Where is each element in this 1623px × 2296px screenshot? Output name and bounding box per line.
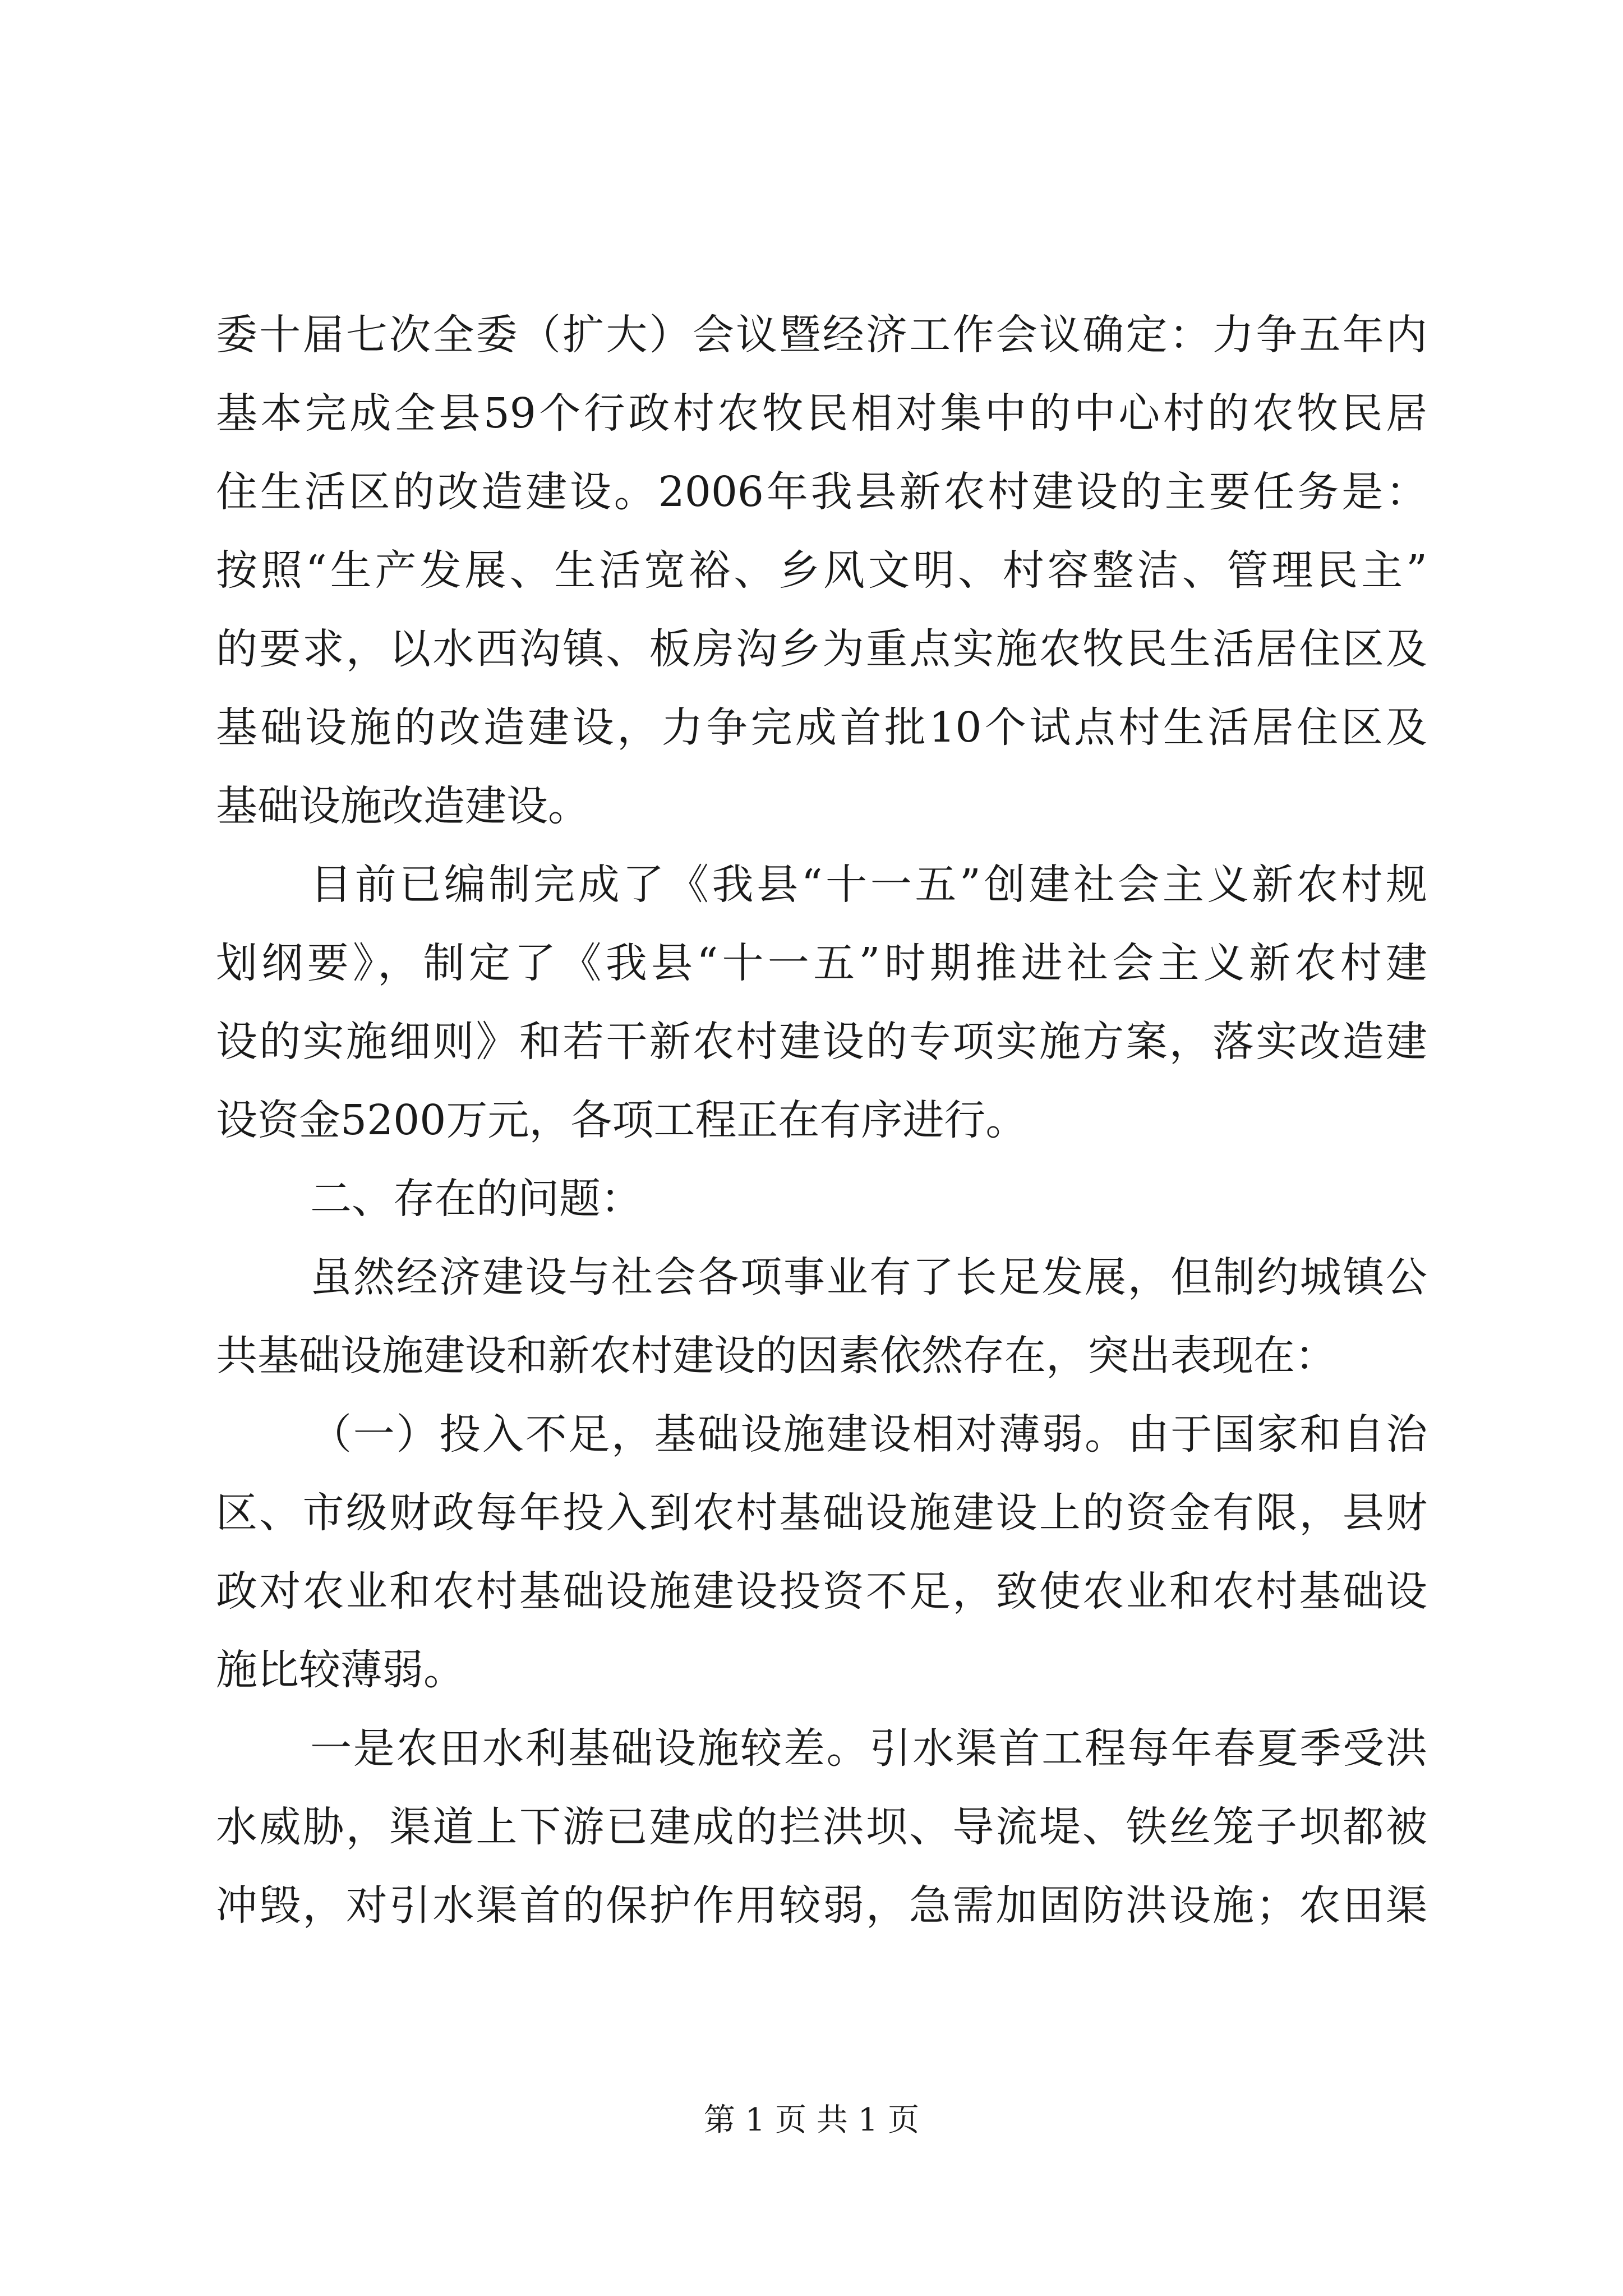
text-line: 住生活区的改造建设。2006年我县新农村建设的主要任务是：	[216, 468, 1427, 516]
text-line: 基本完成全县59个行政村农牧民相对集中的中心村的农牧民居	[216, 389, 1427, 438]
text-line: 委十届七次全委（扩大）会议暨经济工作会议确定：力争五年内	[216, 311, 1427, 359]
text-line: 一是农田水利基础设施较差。引水渠首工程每年春夏季受洪	[310, 1724, 1427, 1773]
text-line: 划纲要》，制定了《我县“十一五”时期推进社会主义新农村建	[216, 939, 1427, 987]
text-line: 政对农业和农村基础设施建设投资不足，致使农业和农村基础设	[216, 1567, 1427, 1616]
text-line: 按照“生产发展、生活宽裕、乡风文明、村容整洁、管理民主”	[216, 546, 1427, 595]
section-heading: 二、存在的问题：	[310, 1175, 642, 1223]
text-line: 设资金5200万元，各项工程正在有序进行。	[216, 1096, 1027, 1144]
page-number-footer: 第 1 页 共 1 页	[703, 2102, 920, 2138]
text-line: （一）投入不足，基础设施建设相对薄弱。由于国家和自治	[310, 1410, 1427, 1458]
text-line: 基础设施的改造建设，力争完成首批10个试点村生活居住区及	[216, 703, 1427, 752]
text-line: 基础设施改造建设。	[216, 782, 589, 830]
text-line: 水威胁，渠道上下游已建成的拦洪坝、导流堤、铁丝笼子坝都被	[216, 1803, 1427, 1851]
text-line: 虽然经济建设与社会各项事业有了长足发展，但制约城镇公	[310, 1253, 1427, 1301]
text-line: 的要求，以水西沟镇、板房沟乡为重点实施农牧民生活居住区及	[216, 625, 1427, 673]
text-line: 设的实施细则》和若干新农村建设的专项实施方案，落实改造建	[216, 1018, 1427, 1066]
text-line: 区、市级财政每年投入到农村基础设施建设上的资金有限，县财	[216, 1489, 1427, 1537]
text-line: 共基础设施建设和新农村建设的因素依然存在，突出表现在：	[216, 1332, 1336, 1380]
text-line: 施比较薄弱。	[216, 1646, 465, 1694]
text-line: 目前已编制完成了《我县“十一五”创建社会主义新农村规	[310, 861, 1427, 909]
text-line: 冲毁，对引水渠首的保护作用较弱，急需加固防洪设施；农田渠	[216, 1881, 1427, 1930]
